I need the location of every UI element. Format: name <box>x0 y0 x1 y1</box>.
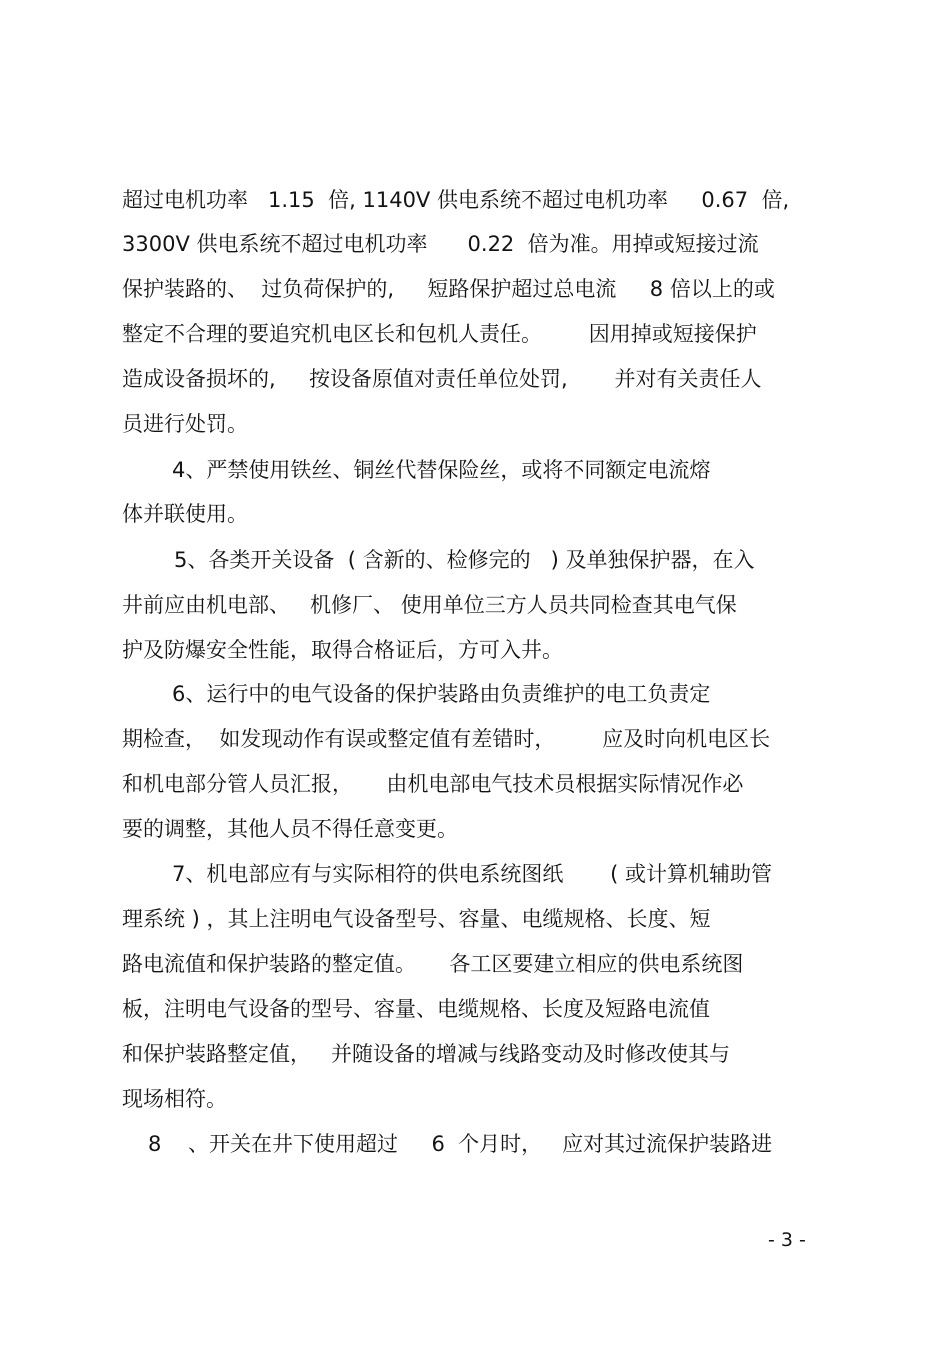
text-line-3: 保护装路的、 过负荷保护的, 短路保护超过总电流 8 倍以上的或 <box>122 277 775 301</box>
text-line-8: 体并联使用。 <box>122 502 248 526</box>
text-line-13: 期检查， 如发现动作有误或整定值有差错时， 应及时向机电区长 <box>122 727 771 751</box>
text-line-16: 7、机电部应有与实际相符的供电系统图纸 ( 或计算机辅助管 <box>172 862 772 886</box>
text-line-17: 理系统 ) ，其上注明电气设备型号、容量、电缆规格、长度、短 <box>122 907 711 931</box>
text-line-21: 现场相符。 <box>122 1087 227 1111</box>
text-line-11: 护及防爆安全性能，取得合格证后，方可入井。 <box>122 638 563 662</box>
text-line-22: 8 、开关在井下使用超过 6 个月时， 应对其过流保护装路进 <box>148 1132 773 1156</box>
text-line-10: 井前应由机电部、 机修厂、 使用单位三方人员共同检查其电气保 <box>122 593 737 617</box>
text-line-5: 造成设备损坏的, 按设备原值对责任单位处罚, 并对有关责任人 <box>122 367 762 391</box>
text-line-20: 和保护装路整定值， 并随设备的增减与线路变动及时修改使其与 <box>122 1042 731 1066</box>
text-line-4: 整定不合理的要追究机电区长和包机人责任。 因用掉或短接保护 <box>122 322 757 346</box>
text-line-14: 和机电部分管人员汇报， 由机电部电气技术员根据实际情况作必 <box>122 772 744 796</box>
page-number: - 3 - <box>768 1229 806 1251</box>
text-line-18: 路电流值和保护装路的整定值。 各工区要建立相应的供电系统图 <box>122 952 744 976</box>
text-line-12: 6、运行中的电气设备的保护装路由负责维护的电工负责定 <box>172 682 711 706</box>
text-line-1: 超过电机功率 1.15 倍, 1140V 供电系统不超过电机功率 0.67 倍, <box>122 188 790 212</box>
text-line-19: 板，注明电气设备的型号、容量、电缆规格、长度及短路电流值 <box>122 997 710 1021</box>
text-line-6: 员进行处罚。 <box>122 412 248 436</box>
text-line-9: 5、各类开关设备 ( 含新的、检修完的 ) 及单独保护器，在入 <box>174 548 755 572</box>
text-line-15: 要的调整，其他人员不得任意变更。 <box>122 817 458 841</box>
text-line-2: 3300V 供电系统不超过电机功率 0.22 倍为准。用掉或短接过流 <box>122 232 759 256</box>
text-line-7: 4、严禁使用铁丝、铜丝代替保险丝，或将不同额定电流熔 <box>172 458 711 482</box>
